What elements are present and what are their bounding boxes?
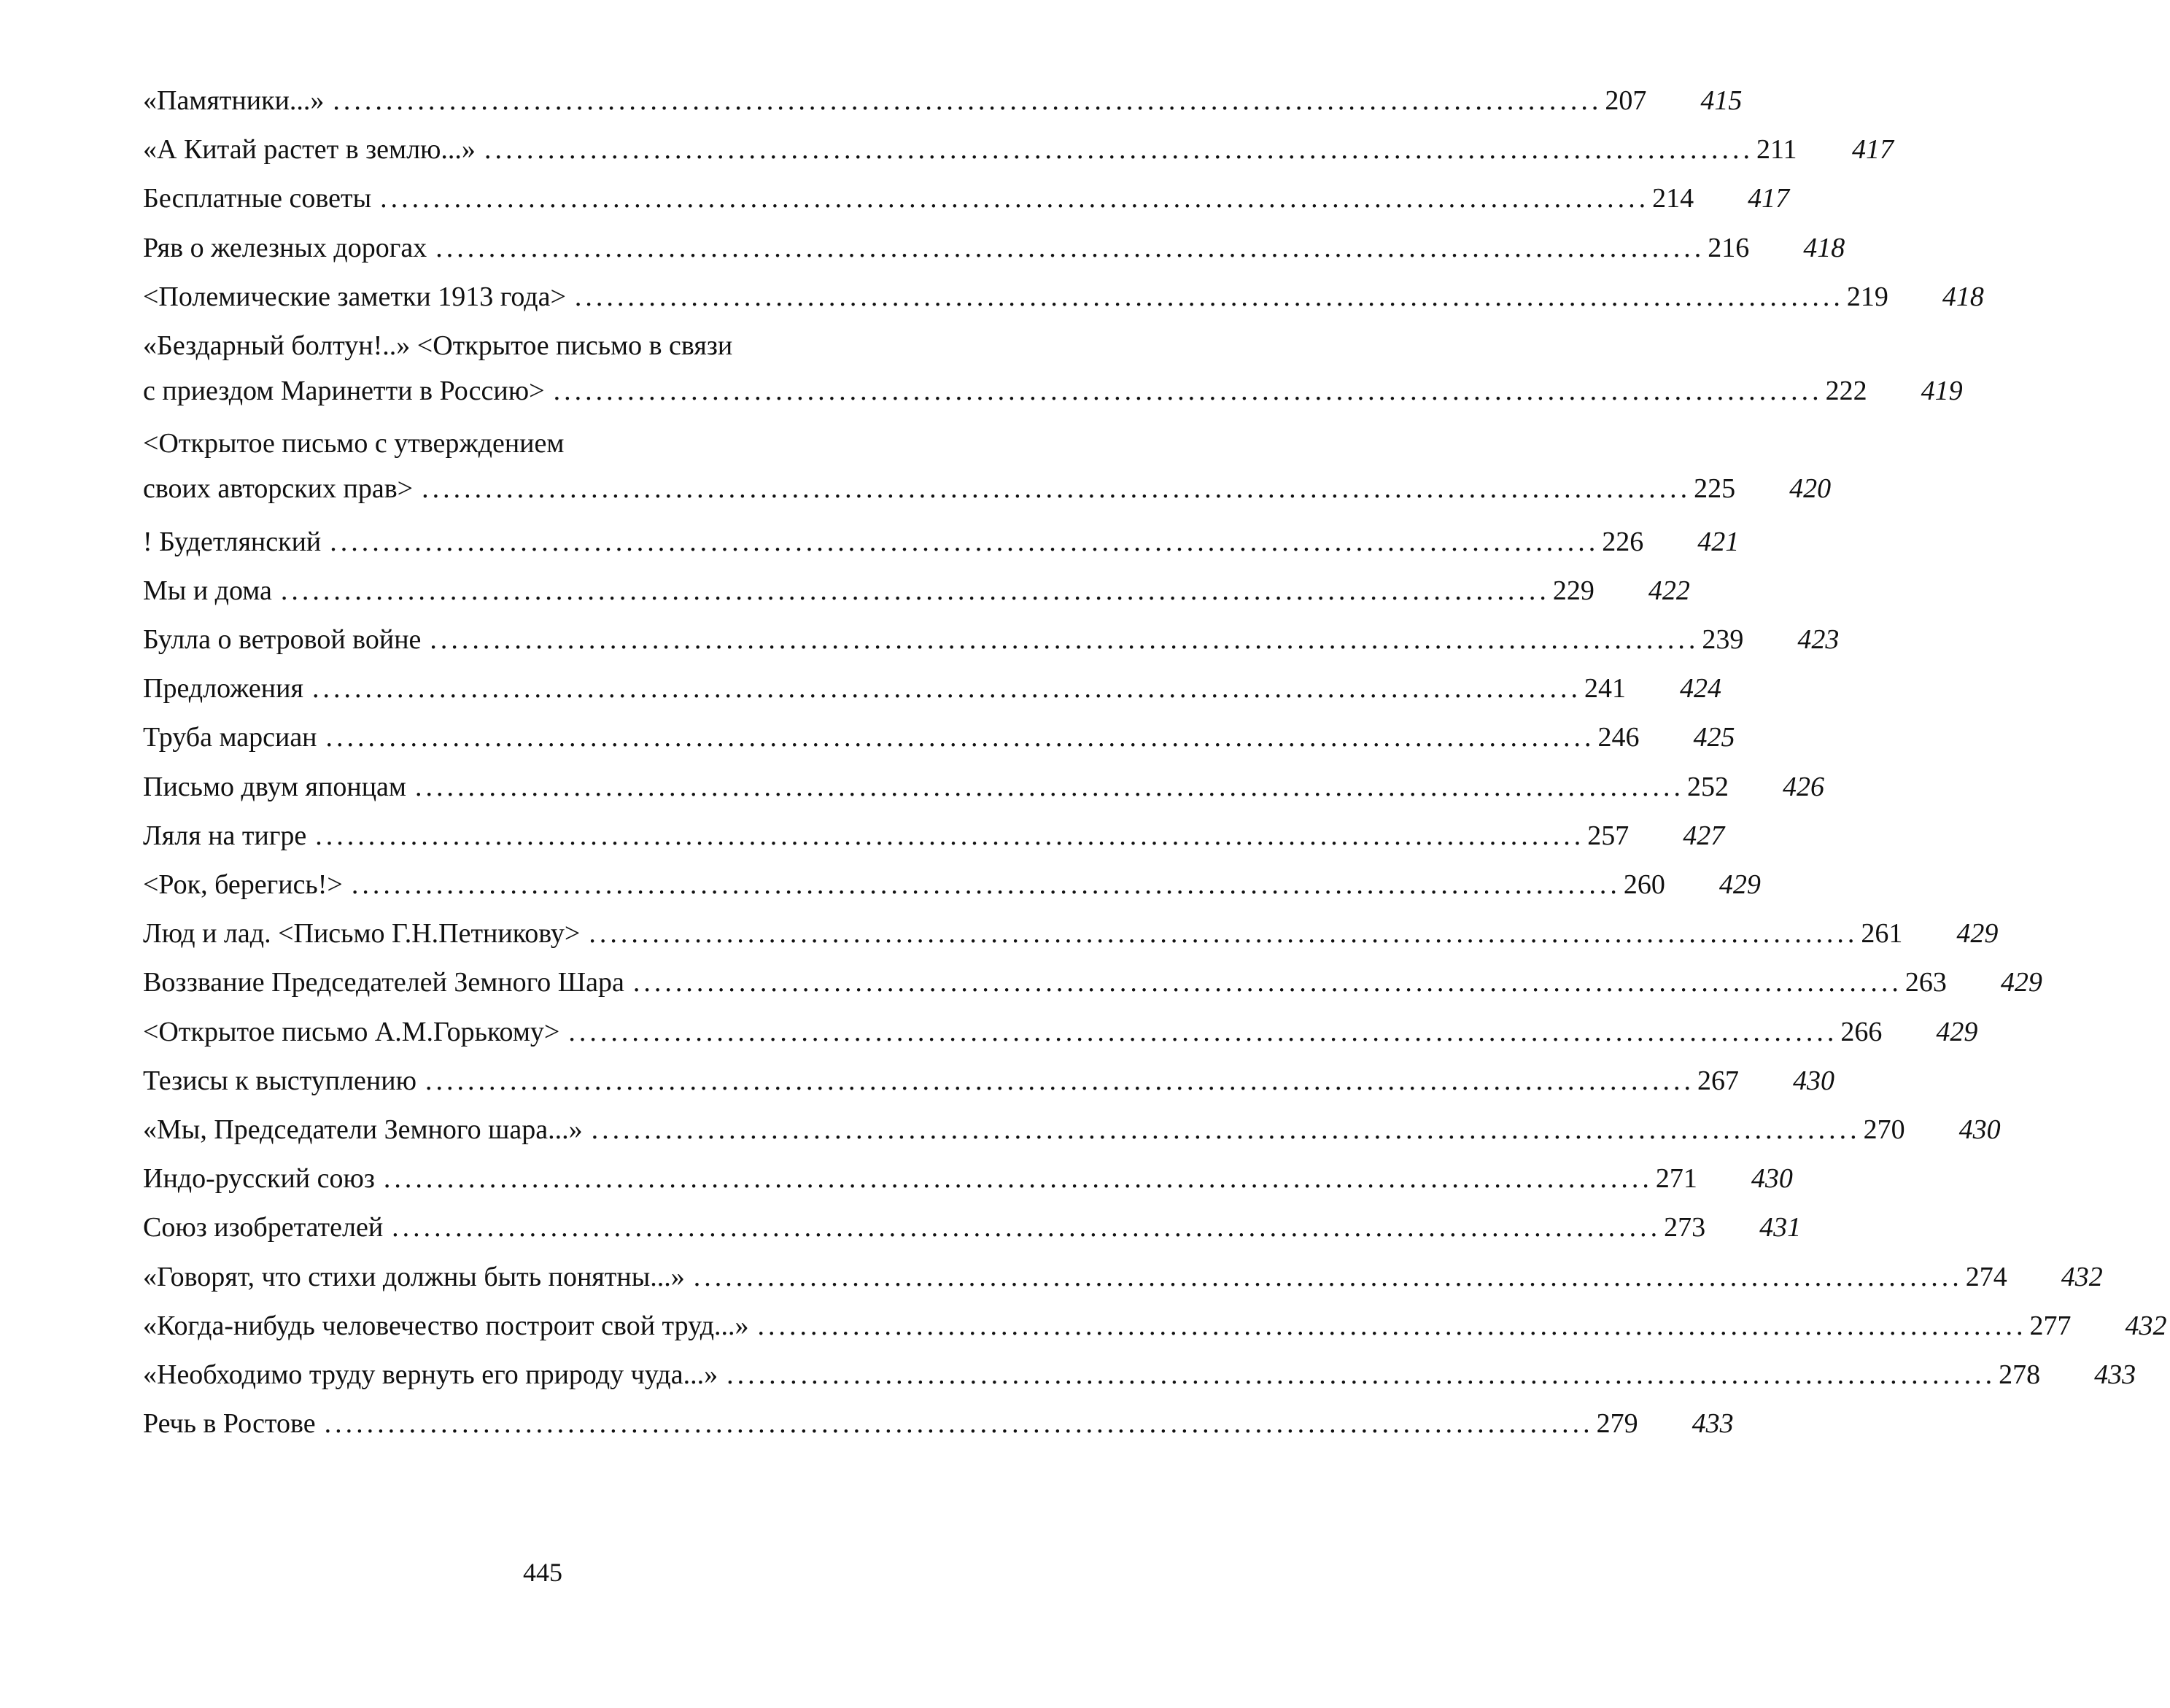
toc-entry-comment-page: 421: [1697, 526, 1740, 557]
toc-entry: [143, 523, 1740, 572]
toc-entry: [143, 915, 1999, 963]
toc-entry-page: 278: [1999, 1359, 2041, 1390]
dot-leader: ........................................................................................................................: [757, 1310, 2027, 1341]
toc-entry-comment-page: 431: [1759, 1212, 1802, 1243]
toc-row: [143, 1258, 2103, 1296]
dot-leader: ........................................................................................................................: [693, 1261, 1963, 1292]
toc-entry: [143, 1013, 1978, 1062]
toc-row: [143, 179, 1790, 217]
toc-entry-comment-page: 420: [1789, 473, 1832, 505]
toc-entry-comment-page: 423: [1797, 624, 1840, 656]
toc-row: [143, 768, 1824, 806]
toc-entry: [143, 1111, 2001, 1160]
toc-entry-page: 263: [1904, 967, 1947, 998]
dot-leader: ........................................................................................................................: [430, 624, 1700, 656]
toc-entry-title: Воззвание Председателей Земного Шара: [143, 967, 624, 998]
toc-entry-title: Ряв о железных дорогах: [143, 232, 427, 263]
toc-entry-comment-page: 425: [1693, 722, 1735, 753]
dot-leader: ........................................................................................................................: [392, 1212, 1662, 1243]
toc-row: [143, 621, 1840, 659]
toc-entry-title: «А Китай растет в землю...»: [143, 134, 476, 166]
toc-entry-comment-page: 417: [1748, 183, 1790, 214]
toc-entry-page: 274: [1965, 1261, 2007, 1292]
toc-row: [143, 915, 1999, 952]
toc-row: [143, 1160, 1793, 1197]
toc-entry-page: 261: [1861, 918, 1903, 950]
toc-entry: [143, 718, 1735, 767]
toc-entry: [143, 621, 1840, 669]
toc-entry: [143, 278, 1984, 327]
toc-entry-comment-page: 433: [2094, 1359, 2136, 1390]
toc-entry-comment-page: 418: [1942, 281, 1984, 312]
dot-leader: ........................................................................................................................: [589, 918, 1859, 950]
toc-row: [143, 718, 1735, 756]
toc-entry: [143, 817, 1725, 866]
toc-entry: [143, 669, 1721, 718]
toc-entry-comment-page: 418: [1803, 232, 1845, 263]
toc-entry-comment-page: 429: [1936, 1016, 1978, 1047]
toc-entry: [143, 1160, 1793, 1208]
toc-entry: [143, 1356, 2136, 1405]
dot-leader: ........................................................................................................................: [280, 575, 1550, 606]
toc-entry: [143, 179, 1790, 228]
toc-row: [143, 278, 1984, 316]
toc-row: [143, 1208, 1802, 1246]
toc-entry-page: 226: [1602, 526, 1644, 557]
toc-entry-title: Предложения: [143, 673, 303, 704]
toc-entry-page: 273: [1664, 1212, 1706, 1243]
toc-entry: [143, 1208, 1802, 1257]
dot-leader: ........................................................................................................................: [435, 232, 1705, 263]
toc-entry-title: Союз изобретателей: [143, 1212, 384, 1243]
toc-entry: [143, 1405, 1734, 1453]
toc-entry: [143, 572, 1690, 621]
toc-row: [143, 817, 1725, 855]
toc-entry-page: 270: [1863, 1114, 1905, 1145]
toc-entry-title: <Рок, берегись!>: [143, 869, 343, 901]
toc-row: [143, 963, 2042, 1001]
toc-entry-comment-page: 422: [1648, 575, 1690, 606]
toc-entry-title: Мы и дома: [143, 575, 272, 606]
toc-entry-title: «Необходимо труду вернуть его природу чуда...»: [143, 1359, 718, 1390]
dot-leader: ........................................................................................................................: [380, 183, 1650, 214]
dot-leader: ........................................................................................................................: [315, 820, 1585, 851]
toc-entry-comment-page: 426: [1782, 771, 1824, 802]
dot-leader: ........................................................................................................................: [553, 375, 1823, 406]
dot-leader: ........................................................................................................................: [568, 1016, 1838, 1047]
toc-entry-title-line1: <Открытое письмо с утверждением: [143, 428, 565, 459]
dot-leader: ........................................................................................................................: [324, 1408, 1594, 1440]
toc-entry-comment-page: 429: [1956, 918, 1999, 950]
dot-leader: ........................................................................................................................: [726, 1359, 1996, 1390]
toc-row: [143, 1405, 1734, 1443]
toc-entry-page: 219: [1846, 281, 1888, 312]
toc-entry-page: 271: [1655, 1163, 1697, 1195]
toc-entry-comment-page: 430: [1958, 1114, 2001, 1145]
dot-leader: ........................................................................................................................: [311, 673, 1581, 704]
toc-entry-title: Бесплатные советы: [143, 183, 372, 214]
toc-entry: [143, 131, 1894, 179]
toc-row: [143, 1356, 2136, 1394]
toc-entry-title: Булла о ветровой войне: [143, 624, 422, 656]
dot-leader: ........................................................................................................................: [425, 1065, 1694, 1096]
toc-entry-title: <Открытое письмо А.М.Горькому>: [143, 1016, 560, 1047]
toc-entry-page: 207: [1605, 85, 1647, 116]
toc-entry: [143, 82, 1743, 131]
toc-entry-page: 260: [1623, 869, 1665, 901]
toc-entry: [143, 768, 1824, 817]
dot-leader: ........................................................................................................................: [632, 967, 1902, 998]
toc-entry-comment-page: 432: [2125, 1310, 2167, 1341]
toc-row: [143, 866, 1761, 904]
toc-row: [143, 229, 1845, 267]
page-number: 445: [523, 1558, 562, 1587]
toc-entry-page: 222: [1825, 375, 1867, 406]
dot-leader: ........................................................................................................................: [591, 1114, 1861, 1145]
toc-entry-page: 277: [2029, 1310, 2072, 1341]
dot-leader: ........................................................................................................................: [333, 85, 1603, 116]
toc-entry-title: Письмо двум японцам: [143, 771, 406, 802]
toc-entry-page: 279: [1596, 1408, 1638, 1440]
toc-entry-comment-page: 433: [1692, 1408, 1734, 1440]
toc-entry: [143, 1062, 1834, 1111]
toc-entry-title: <Полемические заметки 1913 года>: [143, 281, 566, 312]
toc-entry-comment-page: 419: [1921, 375, 1963, 406]
toc-entry-comment-page: 415: [1700, 85, 1743, 116]
toc-row: [143, 1013, 1978, 1051]
toc-entry-title: Люд и лад. <Письмо Г.Н.Петникову>: [143, 918, 581, 950]
toc-entry-title: своих авторских прав>: [143, 473, 414, 505]
toc-entry-page: 241: [1584, 673, 1626, 704]
dot-leader: ........................................................................................................................: [414, 771, 1684, 802]
toc-entry-page: 225: [1694, 473, 1736, 505]
dot-leader: ........................................................................................................................: [484, 134, 1754, 166]
dot-leader: ........................................................................................................................: [574, 281, 1844, 312]
toc-entry-page: 216: [1708, 232, 1750, 263]
toc-entry-comment-page: 429: [2000, 967, 2042, 998]
toc-entry-comment-page: 432: [2061, 1261, 2103, 1292]
toc-row: [143, 669, 1721, 707]
table-of-contents: [143, 82, 2167, 1453]
toc-entry-page: 229: [1552, 575, 1594, 606]
toc-entry-page: 266: [1840, 1016, 1883, 1047]
toc-entry-page: 252: [1686, 771, 1729, 802]
toc-row: [143, 1062, 1834, 1100]
toc-entry-title-line1: «Бездарный болтун!..» <Открытое письмо в связи: [143, 330, 733, 361]
toc-entry-title: «Памятники...»: [143, 85, 325, 116]
toc-entry-page: 267: [1697, 1065, 1739, 1096]
toc-entry-page: 257: [1587, 820, 1630, 851]
toc-entry: [143, 424, 1832, 522]
toc-entry-title: ! Будетлянский: [143, 526, 322, 557]
toc-entry: [143, 1307, 2167, 1356]
dot-leader: ........................................................................................................................: [330, 526, 1600, 557]
toc-entry-title: «Когда-нибудь человечество построит свой труд...»: [143, 1310, 749, 1341]
toc-entry: [143, 963, 2042, 1012]
toc-entry-comment-page: 417: [1851, 134, 1894, 166]
toc-row: [143, 131, 1894, 168]
toc-entry-title: Индо-русский союз: [143, 1163, 375, 1195]
toc-entry-page: 239: [1702, 624, 1744, 656]
toc-entry-title: с приездом Маринетти в Россию>: [143, 375, 545, 406]
toc-entry-title: «Говорят, что стихи должны быть понятны...»: [143, 1261, 685, 1292]
toc-entry-comment-page: 424: [1679, 673, 1721, 704]
toc-row: [143, 572, 1690, 610]
dot-leader: ........................................................................................................................: [325, 722, 1595, 753]
toc-row: [143, 470, 1832, 508]
dot-leader: ........................................................................................................................: [351, 869, 1621, 901]
toc-row: [143, 1307, 2167, 1345]
toc-entry: [143, 229, 1845, 278]
toc-entry-title: Ляля на тигре: [143, 820, 307, 851]
toc-entry-page: 246: [1597, 722, 1640, 753]
toc-entry-comment-page: 430: [1792, 1065, 1834, 1096]
toc-row: [143, 523, 1740, 561]
toc-entry-title: «Мы, Председатели Земного шара...»: [143, 1114, 583, 1145]
toc-row: [143, 372, 1963, 410]
toc-entry: [143, 327, 1963, 424]
toc-entry: [143, 1258, 2103, 1307]
toc-entry-comment-page: 427: [1683, 820, 1725, 851]
toc-entry-comment-page: 430: [1751, 1163, 1793, 1195]
toc-entry-page: 214: [1652, 183, 1694, 214]
toc-entry: [143, 866, 1761, 915]
toc-entry-comment-page: 429: [1718, 869, 1761, 901]
dot-leader: ........................................................................................................................: [383, 1163, 1653, 1195]
dot-leader: ........................................................................................................................: [422, 473, 1692, 505]
toc-entry-title: Тезисы к выступлению: [143, 1065, 416, 1096]
toc-row: [143, 82, 1743, 120]
toc-row: [143, 1111, 2001, 1149]
toc-entry-page: 211: [1756, 134, 1797, 166]
toc-entry-title: Труба марсиан: [143, 722, 317, 753]
toc-entry-title: Речь в Ростове: [143, 1408, 316, 1440]
